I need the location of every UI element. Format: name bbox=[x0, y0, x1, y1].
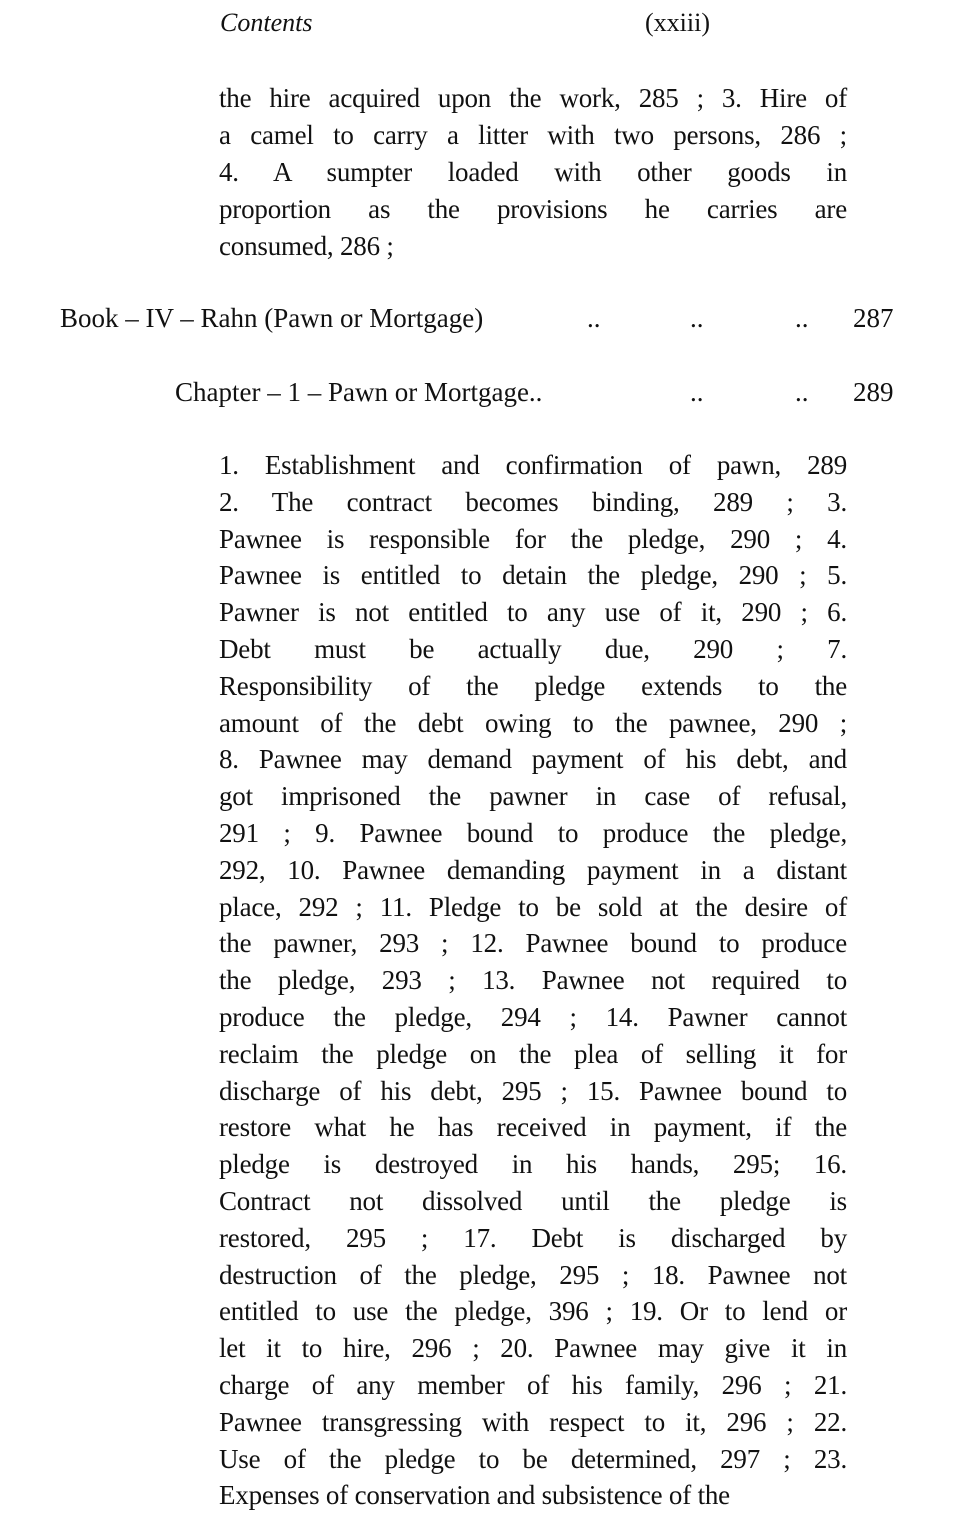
text-line: discharge of his debt, 295 ; 15. Pawnee bound to bbox=[219, 1075, 847, 1106]
text-line: 4. A sumpter loaded with other goods in bbox=[219, 157, 847, 187]
text-line: Use of the pledge to be determined, 297 ; 23. bbox=[219, 1443, 847, 1474]
text-line: restored, 295 ; 17. Debt is discharged by bbox=[219, 1222, 847, 1253]
text-line: charge of any member of his family, 296 ; 21. bbox=[219, 1369, 847, 1400]
text-line: the pledge, 293 ; 13. Pawnee not required to bbox=[219, 965, 847, 996]
text-line: the hire acquired upon the work, 285 ; 3. Hire of bbox=[219, 83, 847, 113]
toc-leader: .. bbox=[690, 303, 704, 333]
toc-leader: .. bbox=[690, 377, 704, 407]
text-line: 1. Establishment and confirmation of pawn, 289 bbox=[219, 450, 847, 480]
toc-chapter-title: Chapter – 1 – Pawn or Mortgage.. bbox=[175, 377, 543, 407]
text-line: 2. The contract becomes binding, 289 ; 3. bbox=[219, 486, 847, 517]
toc-entry-chapter bbox=[175, 374, 900, 410]
text-line: 291 ; 9. Pawnee bound to produce the pledge, bbox=[219, 817, 847, 848]
text-line: produce the pledge, 294 ; 14. Pawner cannot bbox=[219, 1001, 847, 1032]
text-line: restore what he has received in payment, if the bbox=[219, 1112, 847, 1143]
continued-entry-paragraph bbox=[219, 80, 847, 265]
text-line: Expenses of conservation and subsistence of the bbox=[219, 1480, 730, 1511]
running-head: Contents bbox=[220, 8, 313, 37]
text-line: entitled to use the pledge, 396 ; 19. Or to lend or bbox=[219, 1296, 847, 1327]
toc-page-number: 289 bbox=[853, 377, 894, 407]
text-line: Responsibility of the pledge extends to the bbox=[219, 670, 847, 701]
text-line: 292, 10. Pawnee demanding payment in a distant bbox=[219, 854, 847, 885]
text-line: proportion as the provisions he carries are bbox=[219, 194, 847, 224]
text-line: the pawner, 293 ; 12. Pawnee bound to produce bbox=[219, 928, 847, 959]
toc-book-title: Book – IV – Rahn (Pawn or Mortgage) bbox=[60, 303, 484, 333]
text-line: 8. Pawnee may demand payment of his debt, and bbox=[219, 744, 847, 775]
toc-entry-book bbox=[60, 300, 900, 336]
text-line: place, 292 ; 11. Pledge to be sold at the desire of bbox=[219, 891, 847, 922]
toc-leader: .. bbox=[795, 377, 809, 407]
text-line: Pawnee is entitled to detain the pledge, 290 ; 5. bbox=[219, 560, 847, 591]
text-line: Pawnee transgressing with respect to it, 296 ; 22. bbox=[219, 1406, 847, 1437]
text-line: Contract not dissolved until the pledge is bbox=[219, 1185, 847, 1216]
toc-page-number: 287 bbox=[853, 303, 894, 333]
text-line: Pawner is not entitled to any use of it, 290 ; 6. bbox=[219, 597, 847, 628]
text-line: reclaim the pledge on the plea of selling it for bbox=[219, 1038, 847, 1069]
chapter-contents-paragraph bbox=[219, 447, 847, 1514]
text-line: consumed, 286 ; bbox=[219, 231, 394, 261]
text-line: let it to hire, 296 ; 20. Pawnee may give it in bbox=[219, 1333, 847, 1364]
text-line: amount of the debt owing to the pawnee, 290 ; bbox=[219, 707, 847, 738]
text-line: a camel to carry a litter with two persons, 286 ; bbox=[219, 120, 847, 150]
text-line: Pawnee is responsible for the pledge, 290 ; 4. bbox=[219, 523, 847, 554]
text-line: destruction of the pledge, 295 ; 18. Pawnee not bbox=[219, 1259, 847, 1290]
text-line: pledge is destroyed in his hands, 295; 16. bbox=[219, 1149, 847, 1180]
text-line: got imprisoned the pawner in case of refusal, bbox=[219, 781, 847, 812]
toc-leader: .. bbox=[587, 303, 601, 333]
toc-leader: .. bbox=[795, 303, 809, 333]
page-number: (xxiii) bbox=[645, 8, 710, 37]
text-line: Debt must be actually due, 290 ; 7. bbox=[219, 633, 847, 664]
